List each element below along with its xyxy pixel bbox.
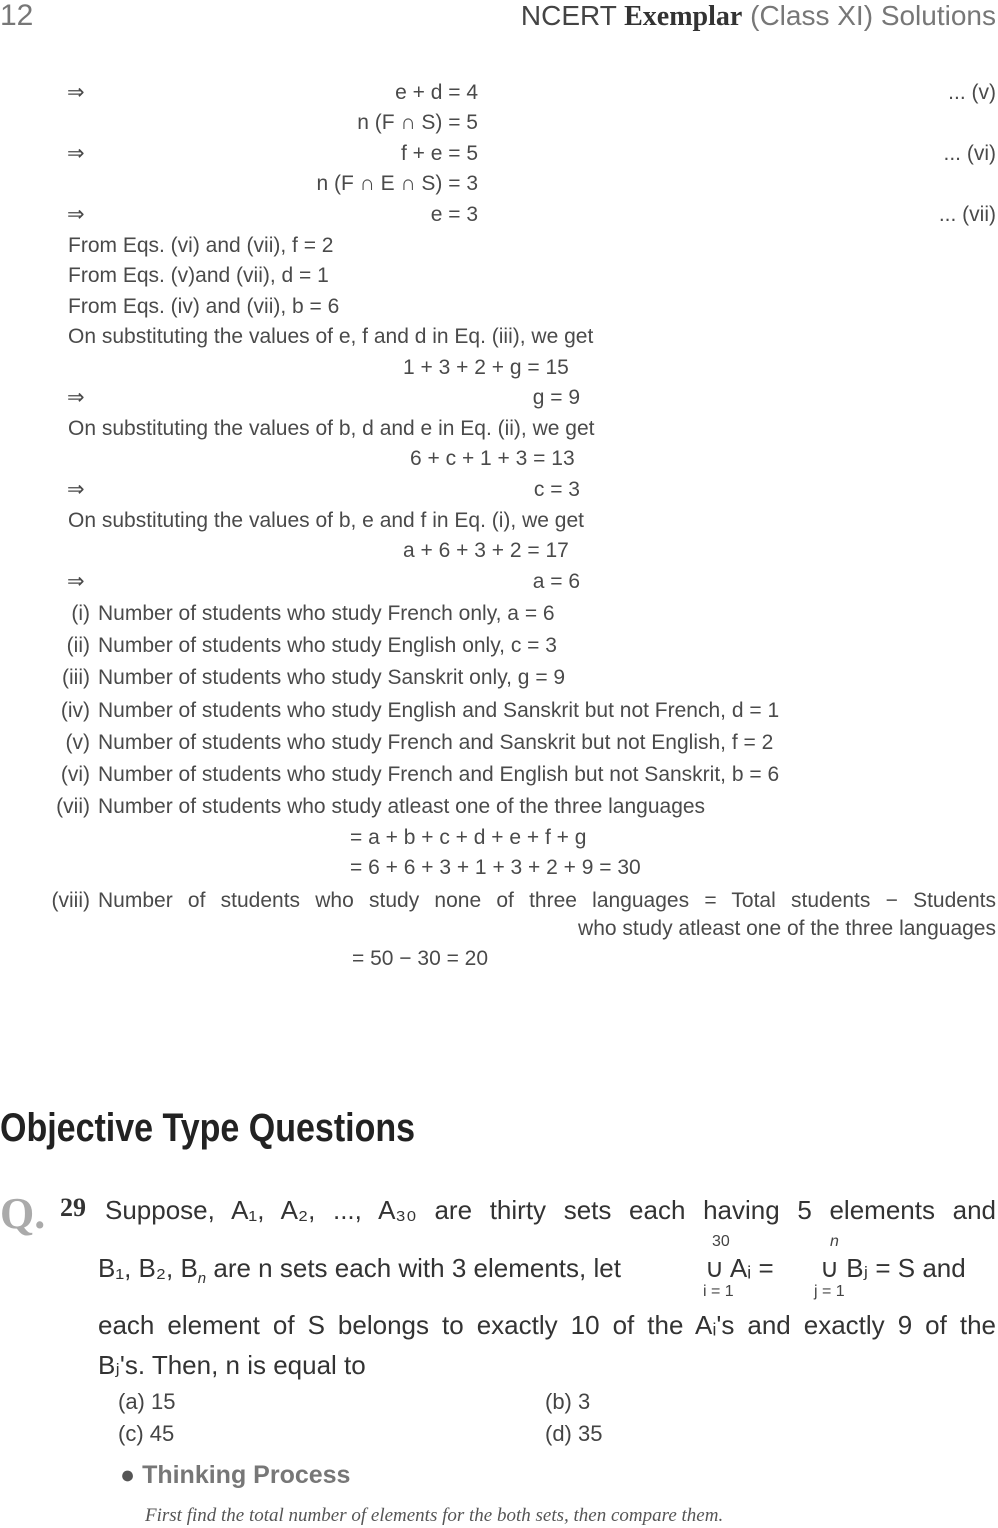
item-label: (iv) xyxy=(60,699,90,722)
implies-arrow: ⇒ xyxy=(67,81,85,104)
item-text: Number of students who study none of three languages = Total students − Students xyxy=(98,889,996,912)
equation-label: ... (vii) xyxy=(938,203,996,226)
implies-arrow: ⇒ xyxy=(67,478,85,501)
union-a: ∪ Aᵢ = xyxy=(705,1253,774,1283)
header-prefix: NCERT xyxy=(520,0,617,31)
page-number: 12 xyxy=(0,0,34,32)
thinking-process-text: First find the total number of elements for the both sets, then compare them. xyxy=(145,1505,724,1526)
option-c: (c) 45 xyxy=(118,1421,175,1446)
item-text: Number of students who study French only, a = 6 xyxy=(98,602,555,625)
implies-arrow: ⇒ xyxy=(67,203,85,226)
thinking-title: Thinking Process xyxy=(142,1461,351,1489)
union-b: ∪ Bⱼ = S and xyxy=(820,1253,966,1283)
text-line: On substituting the values of e, f and d in Eq. (iii), we get xyxy=(68,325,594,348)
equation: g = 9 xyxy=(532,386,580,409)
union-lower-limit: i = 1 xyxy=(703,1283,734,1300)
text-line: On substituting the values of b, d and e in Eq. (ii), we get xyxy=(68,417,595,440)
item-label: (viii) xyxy=(51,889,90,912)
header-suffix: Solutions xyxy=(880,0,996,31)
equation: a + 6 + 3 + 2 = 17 xyxy=(403,539,569,562)
question-line: Bⱼ's. Then, n is equal to xyxy=(98,1350,366,1380)
question-line: each element of S belongs to exactly 10 of the Aᵢ's and exactly 9 of the xyxy=(98,1310,996,1340)
section-title: Objective Type Questions xyxy=(0,1106,416,1150)
equation: = 6 + 6 + 3 + 1 + 3 + 2 + 9 = 30 xyxy=(350,856,641,879)
text-line: From Eqs. (v)and (vii), d = 1 xyxy=(68,264,329,287)
running-header xyxy=(521,0,996,33)
text-line: who study atleast one of the three languages xyxy=(578,917,996,940)
item-text: Number of students who study English and Sanskrit but not French, d = 1 xyxy=(98,699,780,722)
question-line: Suppose, A₁, A₂, ..., A₃₀ are thirty sets each having 5 elements and xyxy=(105,1195,996,1225)
equation: e + d = 4 xyxy=(395,81,478,104)
item-label: (vii) xyxy=(56,795,90,818)
equation: 6 + c + 1 + 3 = 13 xyxy=(410,447,575,470)
implies-arrow: ⇒ xyxy=(67,386,85,409)
union-lower-limit: j = 1 xyxy=(814,1283,845,1300)
item-text: Number of students who study French and English but not Sanskrit, b = 6 xyxy=(98,763,780,786)
item-label: (i) xyxy=(71,602,90,625)
equation: n (F ∩ S) = 5 xyxy=(357,111,478,134)
question-number: 29 xyxy=(60,1193,86,1222)
union-upper-limit: n xyxy=(830,1233,839,1250)
equation: a = 6 xyxy=(532,570,580,593)
equation: 1 + 3 + 2 + g = 15 xyxy=(403,356,569,379)
item-text: Number of students who study English only, c = 3 xyxy=(98,634,557,657)
lightbulb-icon: ● xyxy=(120,1461,136,1489)
question-line xyxy=(98,1253,621,1294)
equation: c = 3 xyxy=(533,478,580,501)
text-line: From Eqs. (iv) and (vii), b = 6 xyxy=(68,295,340,318)
implies-arrow: ⇒ xyxy=(67,570,85,593)
subscript-n: n xyxy=(197,1270,207,1288)
item-label: (vi) xyxy=(60,763,90,786)
equation: n (F ∩ E ∩ S) = 3 xyxy=(316,172,478,195)
option-a: (a) 15 xyxy=(118,1389,176,1414)
item-text: Number of students who study French and Sanskrit but not English, f = 2 xyxy=(98,731,774,754)
equation: = a + b + c + d + e + f + g xyxy=(350,826,587,849)
equation-label: ... (vi) xyxy=(943,142,996,165)
sets-b: B₁, B₂, B xyxy=(98,1253,198,1283)
item-text: Number of students who study Sanskrit only, g = 9 xyxy=(98,666,566,689)
union-upper-limit: 30 xyxy=(712,1233,730,1250)
option-b: (b) 3 xyxy=(545,1389,591,1414)
item-label: (v) xyxy=(65,731,90,754)
question-mark-logo: Q. xyxy=(0,1189,46,1238)
item-text: Number of students who study atleast one of the three languages xyxy=(98,795,706,818)
equation-label: ... (v) xyxy=(948,81,996,104)
implies-arrow: ⇒ xyxy=(67,142,85,165)
equation: = 50 − 30 = 20 xyxy=(352,947,489,970)
item-label: (iii) xyxy=(62,666,90,689)
item-label: (ii) xyxy=(66,634,90,657)
header-bold: Exemplar xyxy=(624,1,743,32)
sets-b-text: are n sets each with 3 elements, let xyxy=(213,1253,621,1283)
text-line: From Eqs. (vi) and (vii), f = 2 xyxy=(68,234,334,257)
header-class: (Class XI) xyxy=(750,0,874,31)
option-d: (d) 35 xyxy=(545,1421,603,1446)
equation: f + e = 5 xyxy=(400,142,478,165)
equation: e = 3 xyxy=(430,203,478,226)
text-line: On substituting the values of b, e and f in Eq. (i), we get xyxy=(68,509,584,532)
thinking-process-heading xyxy=(120,1461,350,1489)
